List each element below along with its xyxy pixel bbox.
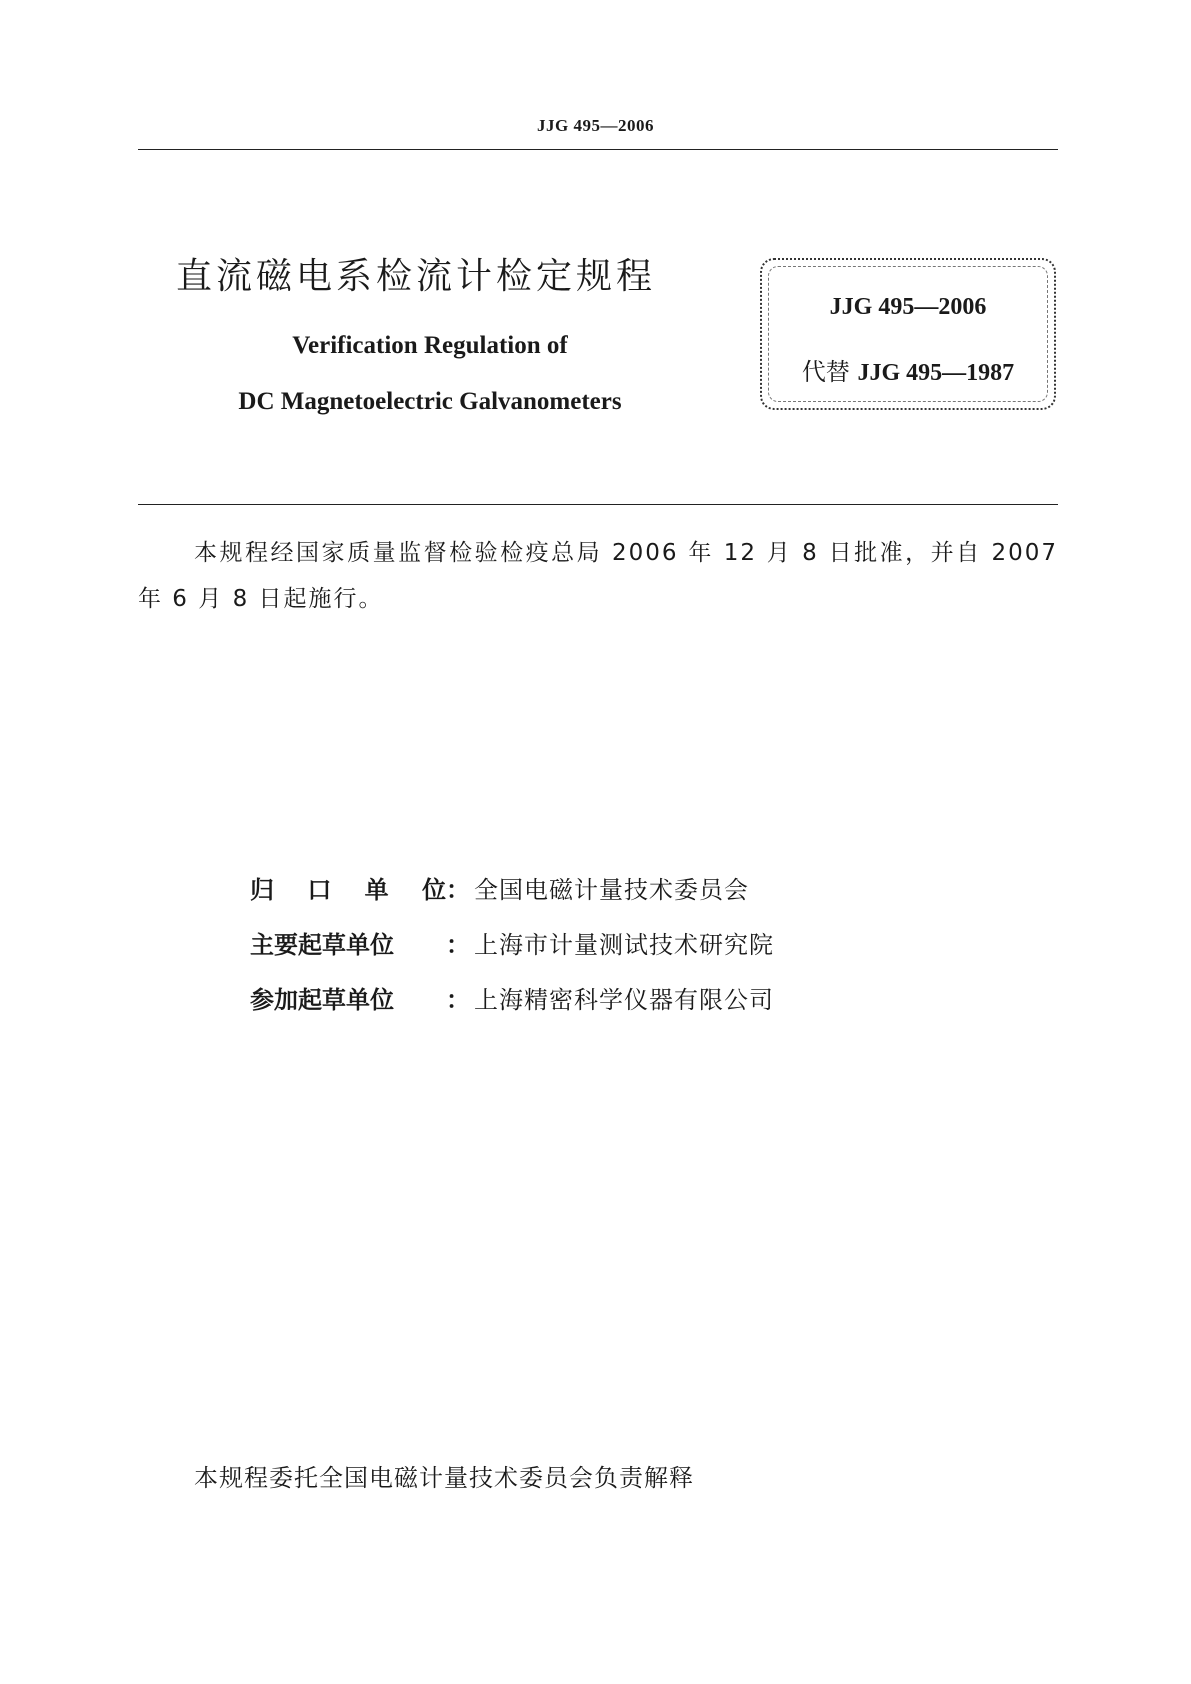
org-row-centralized-unit <box>250 870 749 905</box>
replaces-label: 代替 <box>801 358 850 386</box>
title-english-line-1: Verification Regulation of <box>292 332 568 359</box>
org-row-participating-drafting-unit <box>250 980 774 1015</box>
org-label: 主要起草单位 <box>250 931 394 959</box>
header-rule <box>138 149 1058 150</box>
title-english-line-2: DC Magnetoelectric Galvanometers <box>238 388 622 415</box>
org-colon: ： <box>446 931 470 959</box>
org-value: 全国电磁计量技术委员会 <box>474 876 749 904</box>
org-label: 参加起草单位 <box>250 986 394 1014</box>
org-label: 归口单位 <box>250 876 446 904</box>
org-colon: ： <box>446 876 470 904</box>
replaced-standard-code: JJG 495—1987 <box>857 360 1015 386</box>
title-chinese: 直流磁电系检流计检定规程 <box>176 256 657 297</box>
org-colon: ： <box>446 986 470 1014</box>
org-value: 上海市计量测试技术研究院 <box>474 931 774 959</box>
code-box-replaces <box>762 352 1054 387</box>
header-standard-code: JJG 495—2006 <box>537 116 654 135</box>
approval-paragraph: 本规程经国家质量监督检验检疫总局 2006 年 12 月 8 日批准，并自 2007 年 6 月 8 日起施行。 <box>138 540 1058 612</box>
section-rule <box>138 504 1058 505</box>
standard-code-box <box>760 258 1056 410</box>
code-box-standard-code: JJG 495—2006 <box>829 294 987 320</box>
org-value: 上海精密科学仪器有限公司 <box>474 986 774 1014</box>
org-row-main-drafting-unit <box>250 925 774 960</box>
interpretation-note: 本规程委托全国电磁计量技术委员会负责解释 <box>194 1464 694 1492</box>
